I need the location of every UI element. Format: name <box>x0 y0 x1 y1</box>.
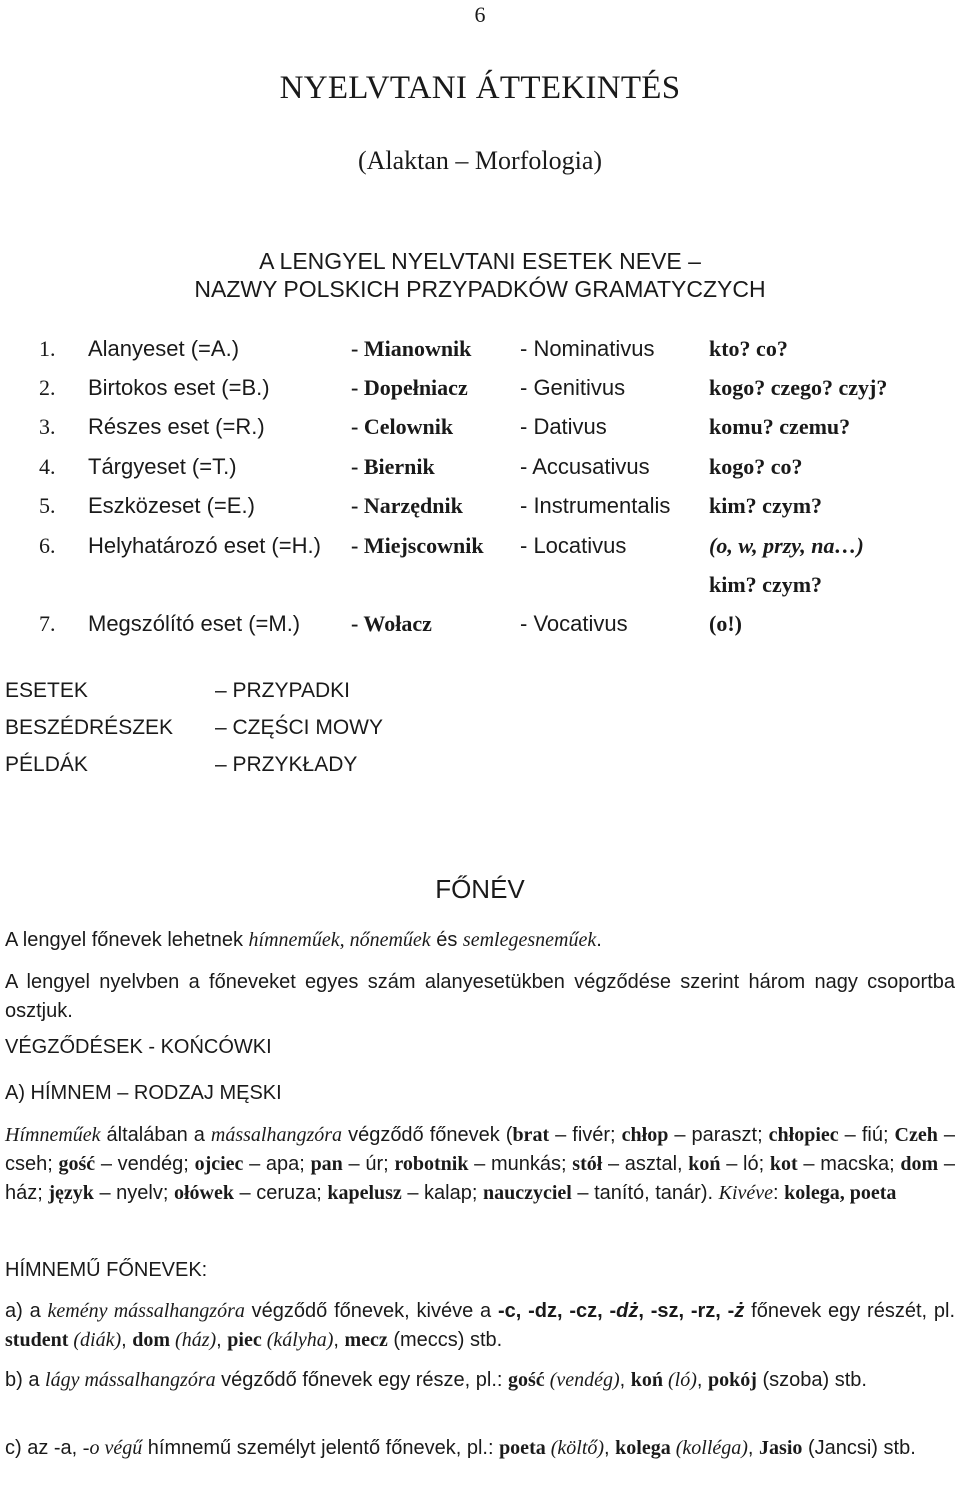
text-run: , <box>696 1369 709 1391</box>
rule-item-c <box>5 1434 955 1463</box>
text-run: – tanító, tanár). <box>571 1182 719 1204</box>
case-hungarian: Helyhatározó eset (=H.) <box>88 533 321 558</box>
text-run: , <box>216 1329 228 1351</box>
rule-item-a <box>5 1297 955 1355</box>
case-latin: - Instrumentalis <box>520 493 671 518</box>
text-run: főnevek egy részét, pl. <box>744 1300 956 1322</box>
polish-word: chłopiec <box>768 1124 839 1146</box>
case-question: kto? co? <box>709 336 788 361</box>
text-run-italic: mássalhangzóra <box>210 1124 343 1146</box>
polish-word: dom <box>900 1153 939 1175</box>
text-run: – asztal, <box>602 1153 689 1175</box>
text-run-italic: lágy mássalhangzóra <box>45 1369 216 1391</box>
text-run-italic: -o végű <box>82 1437 143 1459</box>
case-latin: - Dativus <box>520 414 607 439</box>
text-run: – úr; <box>342 1153 395 1175</box>
polish-word: koń <box>688 1153 721 1175</box>
case-polish: - Miejscownik <box>351 533 484 558</box>
noun-intro-1 <box>5 926 955 955</box>
polish-word: chłop <box>621 1124 669 1146</box>
polish-word: piec <box>227 1329 262 1351</box>
masculine-heading: A) HÍMNEM – RODZAJ MĘSKI <box>5 1082 282 1104</box>
polish-word: ojciec <box>194 1153 244 1175</box>
case-number: 5. <box>39 493 56 518</box>
case-polish: - Mianownik <box>351 336 472 361</box>
text-run: és <box>430 929 463 951</box>
term-hungarian: BESZÉDRÉSZEK <box>5 716 174 739</box>
polish-word: stół <box>572 1153 603 1175</box>
text-run-italic: (ló) <box>663 1369 697 1391</box>
case-question: kim? czym? <box>709 572 823 597</box>
case-latin: - Nominativus <box>520 336 655 361</box>
text-run: a) a <box>5 1300 48 1322</box>
cases-heading-line1: A LENGYEL NYELVTANI ESETEK NEVE – <box>259 248 701 274</box>
case-number: 2. <box>39 375 56 400</box>
polish-word: koń <box>630 1369 664 1391</box>
text-run: – kalap; <box>401 1182 483 1204</box>
text-run: – apa; <box>243 1153 311 1175</box>
term-polish: – PRZYKŁADY <box>215 753 358 776</box>
polish-word: poeta <box>499 1437 546 1459</box>
text-run: (szoba) stb. <box>756 1369 867 1391</box>
case-number: 7. <box>39 611 56 636</box>
text-run: általában a <box>100 1124 211 1146</box>
term-polish: – PRZYPADKI <box>215 679 350 702</box>
case-polish: - Celownik <box>351 414 454 439</box>
text-run: (Jancsi) stb. <box>802 1437 916 1459</box>
text-run: b) a <box>5 1369 46 1391</box>
case-question: komu? czemu? <box>709 414 851 439</box>
polish-word: Jasio <box>759 1437 803 1459</box>
case-hungarian: Alanyeset (=A.) <box>88 336 240 361</box>
polish-word: język <box>48 1182 94 1204</box>
case-hungarian: Birtokos eset (=B.) <box>88 375 270 400</box>
case-number: 1. <box>39 336 56 361</box>
text-run: – ház; <box>5 1153 955 1204</box>
case-question: (o!) <box>709 611 742 636</box>
masculine-nouns-heading: HÍMNEMŰ FŐNEVEK: <box>5 1259 208 1281</box>
ending-list: -c, -dz, -cz, - <box>497 1300 617 1322</box>
text-run: , <box>121 1329 133 1351</box>
polish-word: robotnik <box>394 1153 469 1175</box>
rule-item-b <box>5 1366 955 1395</box>
case-question: kogo? czego? czyj? <box>709 375 888 400</box>
text-run: , <box>604 1437 616 1459</box>
text-run: A lengyel főnevek lehetnek <box>5 929 249 951</box>
polish-word: kolega <box>615 1437 671 1459</box>
masculine-paragraph <box>5 1121 955 1208</box>
case-number: 4. <box>39 454 56 479</box>
term-hungarian: ESETEK <box>5 679 88 702</box>
case-latin: - Vocativus <box>520 611 628 636</box>
case-question: (o, w, przy, na…) <box>709 533 864 558</box>
text-run: c) az -a, <box>5 1437 83 1459</box>
polish-word: brat <box>512 1124 550 1146</box>
text-run: : <box>773 1182 785 1204</box>
case-question: kim? czym? <box>709 493 823 518</box>
polish-word: pokój <box>708 1369 757 1391</box>
text-run: végződő főnevek egy része, pl.: <box>215 1369 509 1391</box>
text-run: . <box>596 929 602 951</box>
noun-section-title: FŐNÉV <box>435 874 525 904</box>
text-run-italic: kemény mássalhangzóra <box>47 1300 245 1322</box>
case-polish: - Narzędnik <box>351 493 463 518</box>
ending-list: , -sz, -rz, - <box>638 1300 735 1322</box>
text-run: végződő főnevek ( <box>342 1124 513 1146</box>
page-subtitle: (Alaktan – Morfologia) <box>357 146 603 175</box>
text-run-italic: Hímneműek <box>5 1124 101 1146</box>
term-hungarian: PÉLDÁK <box>5 753 88 776</box>
case-hungarian: Tárgyeset (=T.) <box>88 454 237 479</box>
polish-word: pan <box>310 1153 343 1175</box>
text-run-italic: semlegesneműek <box>462 929 597 951</box>
polish-word: gość <box>58 1153 96 1175</box>
polish-word: kot <box>769 1153 798 1175</box>
text-run: – paraszt; <box>668 1124 769 1146</box>
text-run: – munkás; <box>468 1153 573 1175</box>
text-run: – ceruza; <box>233 1182 328 1204</box>
text-run: , <box>619 1369 631 1391</box>
text-run: – vendég; <box>95 1153 195 1175</box>
case-latin: - Genitivus <box>520 375 626 400</box>
text-run: , <box>333 1329 345 1351</box>
text-run-italic: (kolléga) <box>670 1437 748 1459</box>
text-run: – macska; <box>797 1153 901 1175</box>
polish-word: kapelusz <box>327 1182 402 1204</box>
polish-word: dom <box>132 1329 171 1351</box>
text-run: – cseh; <box>5 1124 956 1175</box>
polish-word: ołówek <box>173 1182 234 1204</box>
page-title: NYELVTANI ÁTTEKINTÉS <box>279 70 681 106</box>
text-run-italic: (kályha) <box>261 1329 334 1351</box>
text-run: – ló; <box>720 1153 770 1175</box>
case-latin: - Accusativus <box>520 454 650 479</box>
text-run-italic: (diák) <box>68 1329 122 1351</box>
polish-word: nauczyciel <box>482 1182 572 1204</box>
ending-list-italic: dż <box>616 1300 639 1322</box>
text-run-italic: hímneműek, nőneműek <box>248 929 431 951</box>
cases-heading-line2: NAZWY POLSKICH PRZYPADKÓW GRAMATYCZYCH <box>194 276 766 302</box>
case-question: kogo? co? <box>709 454 803 479</box>
text-run: , <box>747 1437 760 1459</box>
case-polish: - Wołacz <box>351 611 432 636</box>
polish-word: kolega, poeta <box>784 1182 897 1204</box>
text-run-italic: (költő) <box>545 1437 605 1459</box>
case-latin: - Locativus <box>520 533 627 558</box>
text-run: (meccs) stb. <box>387 1329 503 1351</box>
text-run-italic: (ház) <box>170 1329 217 1351</box>
case-polish: - Biernik <box>351 454 435 479</box>
text-run: végződő főnevek, kivéve a <box>244 1300 498 1322</box>
polish-word: gość <box>508 1369 545 1391</box>
case-hungarian: Részes eset (=R.) <box>88 414 265 439</box>
case-hungarian: Megszólító eset (=M.) <box>88 611 301 636</box>
case-hungarian: Eszközeset (=E.) <box>88 493 255 518</box>
text-run: hímnemű személyt jelentő főnevek, pl.: <box>142 1437 500 1459</box>
polish-word: student <box>5 1329 69 1351</box>
case-polish: - Dopełniacz <box>351 375 468 400</box>
noun-intro-2: A lengyel nyelvben a főneveket egyes szám alanyesetükben végződése szerint három nagy csoportba osztjuk. <box>5 971 955 1022</box>
text-run: – nyelv; <box>93 1182 174 1204</box>
polish-word: Czeh <box>894 1124 938 1146</box>
case-number: 6. <box>39 533 56 558</box>
text-run-italic: (vendég) <box>544 1369 620 1391</box>
case-number: 3. <box>39 414 56 439</box>
ending-list-italic: ż <box>734 1300 745 1322</box>
text-run: – fiú; <box>838 1124 895 1146</box>
page-number: 6 <box>474 2 486 27</box>
text-run-italic: Kivéve <box>718 1182 774 1204</box>
endings-heading: VÉGZŐDÉSEK - KOŃCÓWKI <box>5 1036 272 1058</box>
polish-word: mecz <box>344 1329 388 1351</box>
term-polish: – CZĘŚCI MOWY <box>215 716 384 739</box>
text-run: – fivér; <box>549 1124 622 1146</box>
